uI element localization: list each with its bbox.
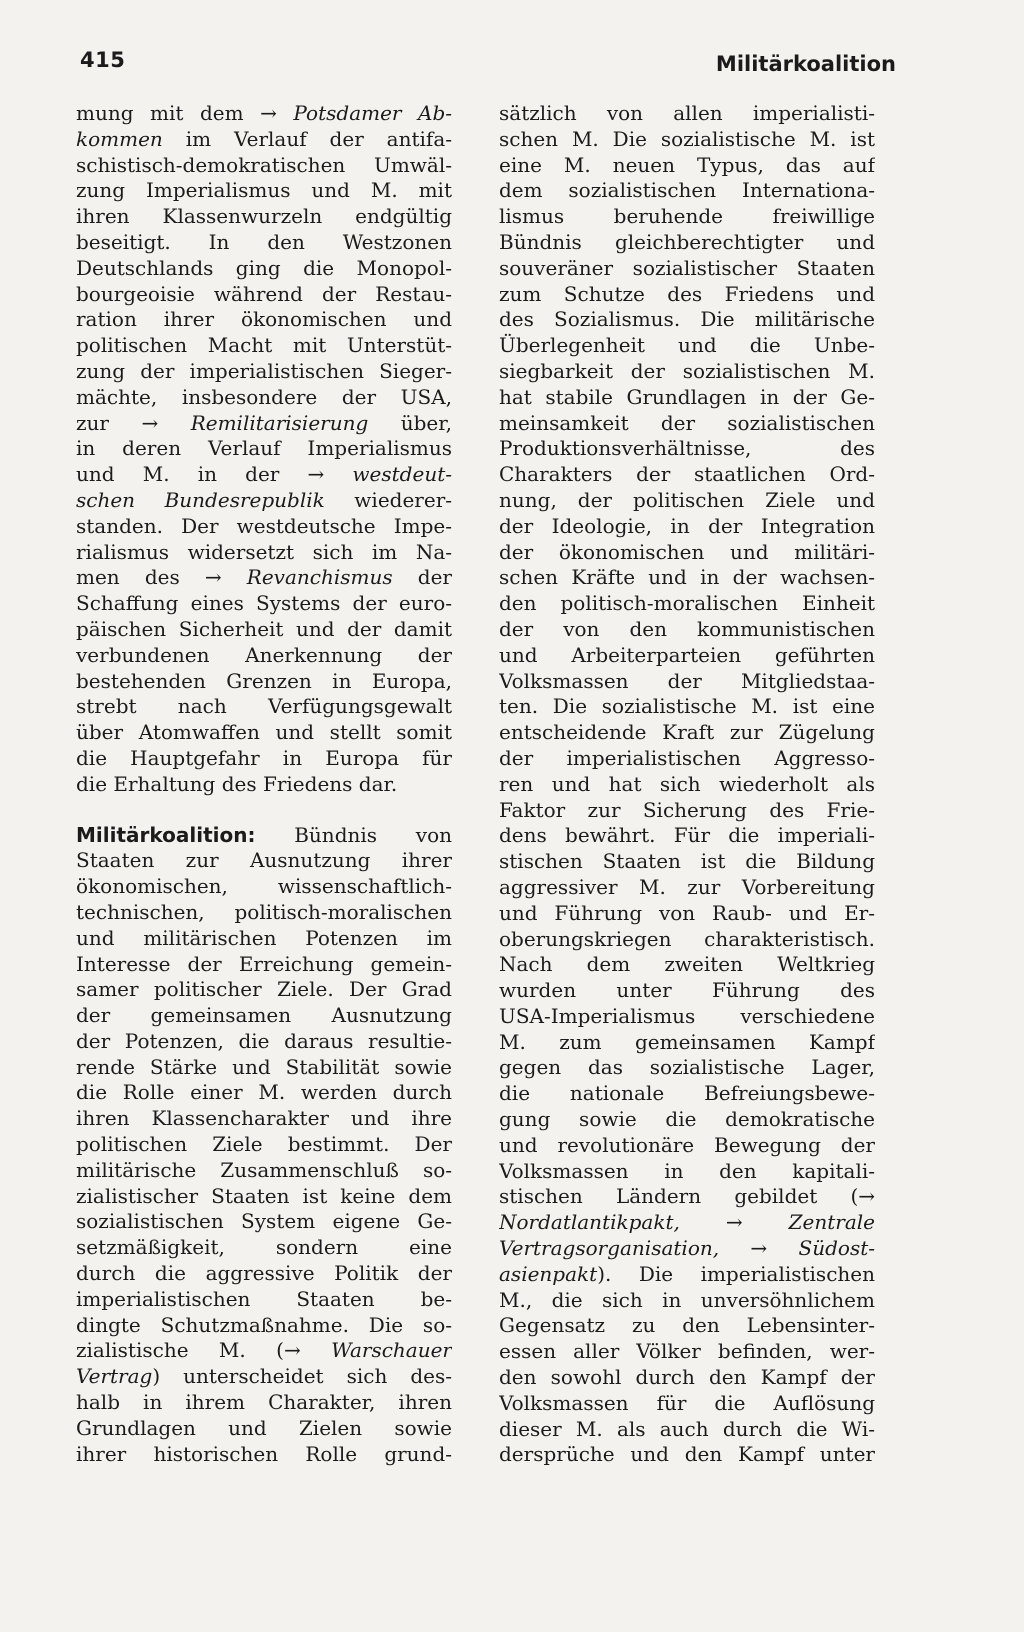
text-segment: Überlegenheit und die Unbe- <box>499 333 875 358</box>
running-head: Militärkoalition <box>715 52 896 76</box>
text-segment: dingte Schutzmaßnahme. Die so- <box>76 1312 452 1337</box>
cross-reference: Vertrag <box>76 1364 153 1389</box>
text-segment: den sowohl durch den Kampf der <box>499 1365 875 1390</box>
text-segment: ten. Die sozialistische M. ist eine <box>499 694 875 719</box>
cross-reference: Warschauer <box>331 1338 452 1363</box>
text-line <box>76 1313 452 1339</box>
text-line <box>499 1313 875 1339</box>
text-line <box>499 1107 875 1133</box>
text-line <box>76 178 452 204</box>
text-segment: M. zum gemeinsamen Kampf <box>499 1029 875 1054</box>
text-line <box>76 977 452 1003</box>
text-segment: Staaten zur Ausnutzung ihrer <box>76 848 452 873</box>
text-line <box>76 746 452 772</box>
entry-keyword: Militärkoalition: <box>76 822 256 847</box>
text-segment: Volksmassen der Mitgliedstaa- <box>499 668 875 693</box>
text-segment: Volksmassen in den kapitali- <box>499 1158 875 1183</box>
text-line <box>499 540 875 566</box>
text-line <box>499 1055 875 1081</box>
cross-reference: schen Bundesrepublik <box>76 487 325 512</box>
text-segment: dieser M. als auch durch die Wi- <box>499 1416 875 1441</box>
text-line <box>499 798 875 824</box>
text-line <box>499 1004 875 1030</box>
text-segment: USA-Imperialismus verschiedene <box>499 1003 875 1028</box>
text-line <box>76 1261 452 1287</box>
text-line <box>499 1442 875 1468</box>
text-line <box>76 488 452 514</box>
cross-reference: Vertragsorganisation, <box>499 1236 720 1261</box>
text-segment: zung Imperialismus und M. mit <box>76 178 452 203</box>
text-line <box>499 849 875 875</box>
text-segment: der Ideologie, in der Integration <box>499 513 875 538</box>
text-segment: bourgeoisie während der Restau- <box>76 281 452 306</box>
text-line <box>76 282 452 308</box>
text-line <box>499 462 875 488</box>
text-line <box>76 385 452 411</box>
text-line <box>76 359 452 385</box>
text-line <box>76 669 452 695</box>
text-segment: Faktor zur Sicherung des Frie- <box>499 797 875 822</box>
text-line <box>76 1338 452 1364</box>
text-segment: ) unterscheidet sich des- <box>152 1364 452 1389</box>
text-line <box>499 333 875 359</box>
text-line <box>499 1081 875 1107</box>
text-segment: und M. in der → <box>76 462 353 487</box>
text-segment: des Sozialismus. Die militärische <box>499 307 875 332</box>
text-segment: meinsamkeit der sozialistischen <box>499 410 875 435</box>
text-line <box>76 1132 452 1158</box>
text-line <box>499 927 875 953</box>
text-line <box>499 952 875 978</box>
text-segment: dem sozialistischen Internationa- <box>499 178 875 203</box>
text-line <box>76 436 452 462</box>
text-segment: und Arbeiterparteien geführten <box>499 642 875 667</box>
text-segment: eine M. neuen Typus, das auf <box>499 152 875 177</box>
text-segment: zur → <box>76 410 191 435</box>
text-line <box>76 204 452 230</box>
text-line <box>76 1184 452 1210</box>
text-line <box>499 1365 875 1391</box>
text-line <box>76 1003 452 1029</box>
text-segment: die nationale Befreiungsbewe- <box>499 1081 875 1106</box>
text-segment: ). Die imperialistischen <box>597 1261 875 1286</box>
text-line <box>499 643 875 669</box>
text-segment: Schaffung eines Systems der euro- <box>76 591 452 616</box>
text-line <box>499 256 875 282</box>
text-segment: rialismus widersetzt sich im Na- <box>76 539 452 564</box>
text-segment: standen. Der westdeutsche Impe- <box>76 513 452 538</box>
text-segment: halb in ihrem Charakter, ihren <box>76 1390 452 1415</box>
text-line <box>76 720 452 746</box>
text-line <box>76 153 452 179</box>
text-segment: sozialistischen System eigene Ge- <box>76 1209 452 1234</box>
text-segment: durch die aggressive Politik der <box>76 1261 452 1286</box>
text-segment: Grundlagen und Zielen sowie <box>76 1415 452 1440</box>
text-line <box>499 694 875 720</box>
text-segment: Nach dem zweiten Weltkrieg <box>499 952 875 977</box>
text-line <box>76 101 452 127</box>
text-line <box>76 333 452 359</box>
text-segment: und revolutionäre Bewegung der <box>499 1132 875 1157</box>
text-segment: die Rolle einer M. werden durch <box>76 1080 452 1105</box>
text-line <box>76 1080 452 1106</box>
text-line <box>76 772 452 798</box>
text-segment: nung, der politischen Ziele und <box>499 487 875 512</box>
text-line <box>499 1262 875 1288</box>
cross-reference: Revanchismus <box>246 565 393 590</box>
text-line <box>499 669 875 695</box>
page-number: 415 <box>80 48 126 72</box>
text-line <box>499 411 875 437</box>
text-segment: souveräner sozialistischer Staaten <box>499 255 875 280</box>
text-line <box>499 1159 875 1185</box>
cross-reference: Remilitarisierung <box>190 410 369 435</box>
text-segment: essen aller Völker befinden, wer- <box>499 1339 875 1364</box>
text-segment: der gemeinsamen Ausnutzung <box>76 1003 452 1028</box>
text-line <box>76 256 452 282</box>
text-segment: samer politischer Ziele. Der Grad <box>76 977 452 1002</box>
text-line <box>499 282 875 308</box>
text-segment: zung der imperialistischen Sieger- <box>76 358 452 383</box>
text-segment: Bündnis gleichberechtigter und <box>499 229 875 254</box>
text-segment: den politisch-moralischen Einheit <box>499 591 875 616</box>
text-line <box>499 875 875 901</box>
text-segment: ihrer historischen Rolle grund- <box>76 1441 452 1466</box>
text-segment: der Potenzen, die daraus resultie- <box>76 1028 452 1053</box>
text-segment: politischen Macht mit Unterstüt- <box>76 333 452 358</box>
text-segment: über, <box>368 410 452 435</box>
text-line <box>499 204 875 230</box>
text-line <box>499 1288 875 1314</box>
text-line <box>499 1210 875 1236</box>
text-segment: schistisch-demokratischen Umwäl- <box>76 152 452 177</box>
text-line <box>76 1364 452 1390</box>
text-segment: ren und hat sich wiederholt als <box>499 771 875 796</box>
text-segment: über Atomwaffen und stellt somit <box>76 720 452 745</box>
cross-reference: kommen <box>76 126 163 151</box>
text-line <box>499 617 875 643</box>
text-line <box>76 1209 452 1235</box>
text-segment: zialistischer Staaten ist keine dem <box>76 1183 452 1208</box>
text-segment: ihren Klassenwurzeln endgültig <box>76 204 452 229</box>
text-line <box>499 1184 875 1210</box>
text-segment: zialistische M. (→ <box>76 1338 332 1363</box>
text-line <box>76 565 452 591</box>
text-line <box>76 127 452 153</box>
text-line <box>499 127 875 153</box>
text-segment: zum Schutze des Friedens und <box>499 281 875 306</box>
text-line <box>76 514 452 540</box>
cross-reference: Zentrale <box>788 1210 875 1235</box>
text-line <box>76 230 452 256</box>
cross-reference: Südost- <box>798 1236 875 1261</box>
text-segment: gung sowie die demokratische <box>499 1107 875 1132</box>
text-segment: hat stabile Grundlagen in der Ge- <box>499 384 875 409</box>
text-segment: Volksmassen für die Auflösung <box>499 1390 875 1415</box>
text-segment: technischen, politisch-moralischen <box>76 899 452 924</box>
text-segment: in deren Verlauf Imperialismus <box>76 436 452 461</box>
text-segment: strebt nach Verfügungsgewalt <box>76 694 452 719</box>
text-line <box>76 307 452 333</box>
text-segment: Charakters der staatlichen Ord- <box>499 462 875 487</box>
text-line <box>76 694 452 720</box>
text-line <box>499 591 875 617</box>
text-line <box>76 1416 452 1442</box>
text-line <box>499 978 875 1004</box>
text-segment: → <box>719 1236 799 1261</box>
text-line <box>499 359 875 385</box>
paragraph-gap <box>76 798 452 823</box>
text-line <box>76 1055 452 1081</box>
right-text-column <box>499 101 875 1468</box>
text-segment: gegen das sozialistische Lager, <box>499 1055 875 1080</box>
text-line <box>499 153 875 179</box>
text-line <box>76 1442 452 1468</box>
text-line <box>499 1391 875 1417</box>
text-line <box>499 1339 875 1365</box>
text-segment: M., die sich in unversöhnlichem <box>499 1287 875 1312</box>
text-segment: Gegensatz zu den Lebensinter- <box>499 1313 875 1338</box>
text-line <box>76 411 452 437</box>
text-line <box>76 1287 452 1313</box>
text-segment: setzmäßigkeit, sondern eine <box>76 1235 452 1260</box>
text-segment: und Führung von Raub- und Er- <box>499 900 875 925</box>
text-segment: wiederer- <box>324 487 452 512</box>
text-segment: päischen Sicherheit und der damit <box>76 616 452 641</box>
text-line <box>499 385 875 411</box>
text-segment: lismus beruhende freiwillige <box>499 204 875 229</box>
text-segment: Interesse der Erreichung gemein- <box>76 951 452 976</box>
text-segment: men des → <box>76 565 247 590</box>
text-segment: schen M. Die sozialistische M. ist <box>499 126 875 151</box>
text-line <box>499 720 875 746</box>
cross-reference: Nordatlantikpakt, <box>499 1210 680 1235</box>
text-segment: militärische Zusammenschluß so- <box>76 1157 452 1182</box>
text-line <box>76 1158 452 1184</box>
text-line <box>499 230 875 256</box>
text-line <box>499 1133 875 1159</box>
text-line <box>499 436 875 462</box>
text-segment: politischen Ziele bestimmt. Der <box>76 1132 452 1157</box>
text-segment: rende Stärke und Stabilität sowie <box>76 1054 452 1079</box>
text-segment: der von den kommunistischen <box>499 616 875 641</box>
text-line <box>76 643 452 669</box>
text-line <box>499 178 875 204</box>
text-segment: die Hauptgefahr in Europa für <box>76 745 452 770</box>
text-line <box>76 848 452 874</box>
text-segment: mächte, insbesondere der USA, <box>76 384 452 409</box>
text-line <box>499 772 875 798</box>
text-segment: der <box>392 565 452 590</box>
text-segment: wurden unter Führung des <box>499 978 875 1003</box>
text-line <box>76 1390 452 1416</box>
text-segment: ihren Klassencharakter und ihre <box>76 1106 452 1131</box>
text-line <box>499 488 875 514</box>
text-segment: die Erhaltung des Friedens dar. <box>76 771 398 796</box>
text-line <box>499 307 875 333</box>
text-line <box>499 1030 875 1056</box>
cross-reference: Potsdamer Ab- <box>293 101 452 125</box>
text-line <box>76 823 452 849</box>
text-line <box>76 874 452 900</box>
text-segment: im Verlauf der antifa- <box>162 126 452 151</box>
text-line <box>499 1417 875 1443</box>
text-segment: verbundenen Anerkennung der <box>76 642 452 667</box>
text-line <box>76 462 452 488</box>
cross-reference: westdeut- <box>352 462 452 487</box>
text-segment: Bündnis von <box>255 822 452 847</box>
text-line <box>499 565 875 591</box>
text-line <box>76 1029 452 1055</box>
text-line <box>76 617 452 643</box>
text-segment: und militärischen Potenzen im <box>76 925 452 950</box>
text-segment: bestehenden Grenzen in Europa, <box>76 668 452 693</box>
text-segment: oberungskriegen charakteristisch. <box>499 926 875 951</box>
text-segment: entscheidende Kraft zur Zügelung <box>499 720 875 745</box>
text-line <box>76 1106 452 1132</box>
text-segment: imperialistischen Staaten be- <box>76 1286 452 1311</box>
text-segment: mung mit dem → <box>76 101 294 125</box>
text-segment: Produktionsverhältnisse, des <box>499 436 875 461</box>
text-line <box>499 1236 875 1262</box>
text-segment: der imperialistischen Aggresso- <box>499 745 875 770</box>
text-segment: ration ihrer ökonomischen und <box>76 307 452 332</box>
text-line <box>499 746 875 772</box>
cross-reference: asienpakt <box>499 1261 598 1286</box>
text-segment: siegbarkeit der sozialistischen M. <box>499 358 875 383</box>
text-segment: schen Kräfte und in der wachsen- <box>499 565 875 590</box>
text-line <box>76 952 452 978</box>
text-segment: dersprüche und den Kampf unter <box>499 1442 875 1467</box>
text-line <box>76 1235 452 1261</box>
text-segment: beseitigt. In den Westzonen <box>76 229 452 254</box>
text-line <box>499 514 875 540</box>
text-segment: der ökonomischen und militäri- <box>499 539 875 564</box>
text-line <box>499 823 875 849</box>
text-line <box>499 101 875 127</box>
text-segment: stischen Ländern gebildet (→ <box>499 1184 875 1209</box>
text-segment: Deutschlands ging die Monopol- <box>76 255 452 280</box>
text-line <box>76 926 452 952</box>
text-segment: → <box>679 1210 789 1235</box>
text-line <box>76 591 452 617</box>
text-line <box>76 900 452 926</box>
text-segment: dens bewährt. Für die imperiali- <box>499 823 875 848</box>
text-segment: sätzlich von allen imperialisti- <box>499 101 875 125</box>
left-text-column <box>76 101 452 1467</box>
text-segment: stischen Staaten ist die Bildung <box>499 849 875 874</box>
text-line <box>76 540 452 566</box>
text-segment: aggressiver M. zur Vorbereitung <box>499 874 875 899</box>
text-segment: ökonomischen, wissenschaftlich- <box>76 874 452 899</box>
text-line <box>499 901 875 927</box>
